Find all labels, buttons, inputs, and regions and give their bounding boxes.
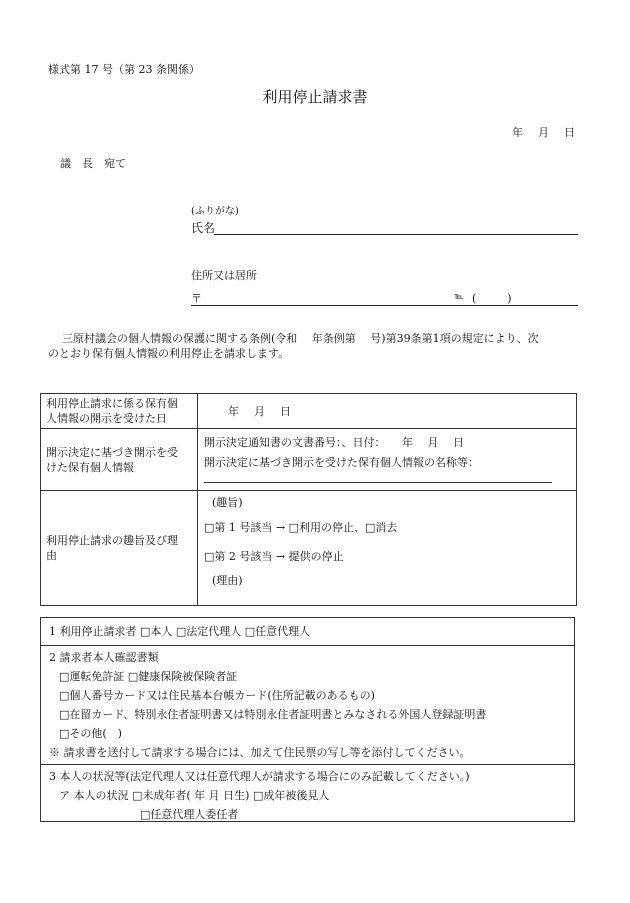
row-disclosure-date xyxy=(41,394,577,429)
request-detail-table xyxy=(40,393,577,606)
principal-status-delegator[interactable]: □任意代理人委任者 xyxy=(140,808,239,821)
label-disclosure-date: 利用停止請求に係る保有個 人情報の開示を受けた日 xyxy=(41,394,198,429)
reason-label: (理由) xyxy=(212,574,243,587)
date-line: 年 月 日 xyxy=(512,126,577,139)
divider-1 xyxy=(41,645,574,646)
postal-mark: 〒 xyxy=(191,292,202,305)
page-title: 利用停止請求書 xyxy=(262,88,368,106)
info-name-underline xyxy=(204,482,552,483)
value-disclosure-date[interactable]: 年 月 日 xyxy=(198,394,577,429)
section-3-title: 3 本人の状況等(法定代理人又は任意代理人が請求する場合にのみ記載してください。) xyxy=(49,770,470,783)
label-purpose-reason: 利用停止請求の趣旨及び理 由 xyxy=(41,491,198,606)
divider-2 xyxy=(41,764,574,765)
notice-number-line: 開示決定通知書の文書番号：、日付： 年 月 日 xyxy=(204,436,464,449)
purpose-label: (趣旨) xyxy=(212,496,243,509)
addressee: 議 長 宛て xyxy=(60,157,126,170)
principal-status[interactable]: ア 本人の状況 □未成年者( 年 月 日生) □成年被後見人 xyxy=(59,789,330,802)
name-underline xyxy=(214,234,578,235)
furigana-label: (ふりがな) xyxy=(191,206,239,217)
section-2-title: 2 請求者本人確認書類 xyxy=(49,651,159,664)
value-purpose-reason[interactable] xyxy=(198,491,577,606)
id-doc-other[interactable]: □その他( ) xyxy=(59,727,122,740)
info-name-line: 開示決定に基づき開示を受けた保有個人情報の名称等： xyxy=(204,456,479,469)
value-disclosed-info[interactable] xyxy=(198,429,577,491)
purpose-option-2[interactable]: □第 2 号該当 → 提供の停止 xyxy=(204,550,344,563)
name-label: 氏名 xyxy=(191,221,216,235)
id-doc-residence-card[interactable]: □在留カード、特別永住者証明書又は特別永住者証明書とみなされる外国人登録証明書 xyxy=(59,708,487,721)
tel-label: ℡ xyxy=(454,292,464,302)
row-disclosed-info xyxy=(41,429,577,491)
row-purpose-reason xyxy=(41,491,577,606)
form-number: 様式第 17 号（第 23 条関係） xyxy=(48,63,200,76)
section-1-requester[interactable]: 1 利用停止請求者 □本人 □法定代理人 □任意代理人 xyxy=(49,625,311,638)
id-doc-note: ※ 請求書を送付して請求する場合には、加えて住民票の写し等を添付してください。 xyxy=(49,746,471,759)
requester-info-box xyxy=(40,617,575,822)
id-doc-license-insurance[interactable]: □運転免許証 □健康保険被保険者証 xyxy=(59,670,238,683)
intro-line-1: 三原村議会の個人情報の保護に関する条例(令和 年条例第 号)第39条第1項の規定により、次 xyxy=(62,332,539,345)
tel-parens: ( ) xyxy=(472,292,515,305)
purpose-option-1[interactable]: □第 1 号該当 → □利用の停止、□消去 xyxy=(204,521,398,534)
intro-line-2: のとおり保有個人情報の利用停止を請求します。 xyxy=(48,347,290,360)
address-label: 住所又は居所 xyxy=(191,269,257,282)
id-doc-mynumber[interactable]: □個人番号カード又は住民基本台帳カード(住所記載のあるもの) xyxy=(59,689,375,702)
address-underline xyxy=(191,305,578,306)
label-disclosed-info: 開示決定に基づき開示を受 けた保有個人情報 xyxy=(41,429,198,491)
